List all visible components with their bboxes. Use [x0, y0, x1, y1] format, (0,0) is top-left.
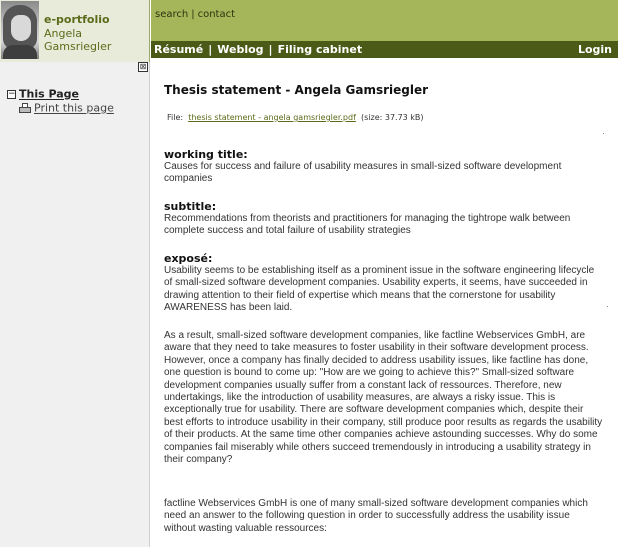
nav-resume[interactable]: Résumé [154, 43, 204, 56]
this-page-section [7, 87, 79, 101]
working-title-heading: working title: [164, 148, 248, 161]
utility-bar [151, 0, 618, 41]
subtitle-section [164, 200, 604, 238]
site-brand[interactable]: e-portfolio [44, 13, 110, 26]
body-paragraph: As a result, small-sized software development companies, like factline Webservices GmbH, are aware that they need to take measures to foster usability in their software development process. However, once a company has finally decided to address usability issues, like factline has done, one question is bound to come up: "How are we going to achieve this?" Small-sized software development companies usually suffer from a constant lack of ressources. Therefore, new undertakings, like the introduction of usability measures, are always a risky issue. This is exceptionally true for usability. There are software development companies which, despite their best efforts to introduce usability in their company, still produce poor results as regards the usability of their products. At the same time other companies achieve astounding successes. Why do some companies fail miserably while others succeed tremendously in introducing a usability strategy in their company? [164, 330, 603, 466]
file-size: (size: 37.73 kB) [360, 113, 424, 122]
utility-separator: | [191, 9, 195, 20]
file-label: File: [167, 113, 184, 122]
collapse-icon[interactable]: − [8, 88, 16, 99]
working-title-section [164, 148, 604, 186]
decorative-dot [607, 306, 608, 307]
main-nav [151, 41, 618, 58]
decorative-dot [603, 133, 604, 134]
avatar [1, 1, 39, 59]
nav-weblog[interactable]: Weblog [217, 43, 264, 56]
login-link[interactable]: Login [577, 43, 612, 56]
nav-separator: | [208, 43, 213, 56]
working-title-text: Causes for success and failure of usability measures in small-sized software development companies [164, 161, 562, 185]
close-icon[interactable]: ⊠ [139, 62, 147, 71]
expose-text: Usability seems to be establishing itself as a prominent issue in the software engineering lifecycle of small-sized software development companies. Usability experts, it seems, have succeeded in drawing attention to their field of expertise which means that the cornerstone for usability AWARENESS has been laid. [164, 265, 595, 314]
expose-heading: exposé: [164, 252, 213, 265]
file-download-link[interactable]: thesis statement - angela gamsriegler.pdf [188, 113, 356, 122]
subtitle-text: Recommendations from theorists and practitioners for managing the tightrope walk between complete success and total failure of usability strategies [164, 213, 571, 237]
nav-separator: | [268, 43, 273, 56]
search-link[interactable]: search [155, 9, 189, 20]
nav-filing-cabinet[interactable]: Filing cabinet [277, 43, 363, 56]
owner-name: Angela Gamsriegler [44, 27, 112, 53]
file-info [167, 113, 424, 122]
page-title: Thesis statement - Angela Gamsriegler [164, 83, 429, 97]
contact-link[interactable]: contact [197, 9, 236, 20]
brand-panel [0, 0, 150, 62]
this-page-label[interactable]: This Page [19, 87, 80, 101]
subtitle-heading: subtitle: [164, 200, 217, 213]
printer-icon [19, 103, 31, 114]
body-paragraph: factline Webservices GmbH is one of many small-sized software development companies which need an answer to the following question in order to successfully address the usability issue without wasting valuable ressources: [164, 498, 588, 534]
sidebar [0, 62, 150, 547]
expose-section [164, 252, 604, 315]
print-page-label[interactable]: Print this page [34, 101, 114, 115]
main-content [164, 62, 604, 547]
print-page-link[interactable] [19, 101, 114, 115]
